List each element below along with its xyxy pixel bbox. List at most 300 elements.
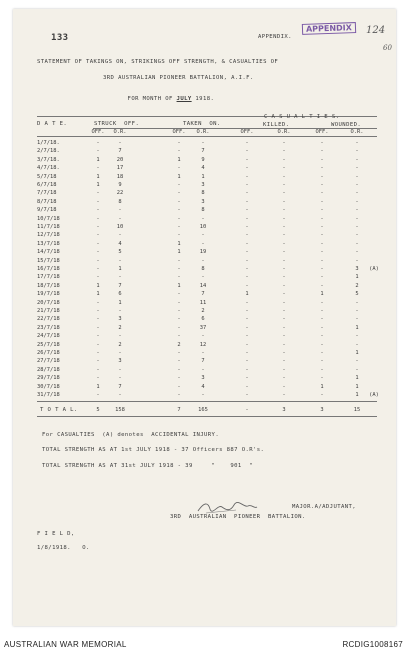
- row-cell: -: [96, 165, 100, 172]
- row-cell: -: [282, 383, 286, 390]
- row-cell: -: [245, 156, 249, 163]
- row-cell: -: [245, 266, 249, 272]
- row-cell: -: [282, 173, 286, 180]
- row-cell: -: [201, 240, 205, 247]
- row-cell: 12: [199, 341, 207, 348]
- subheader-cell: OFF.: [315, 129, 329, 135]
- row-cell: 6: [118, 291, 122, 298]
- row-cell: -: [118, 308, 122, 314]
- row-cell: -: [177, 140, 181, 146]
- row-cell: -: [282, 148, 286, 155]
- row-cell: 20: [116, 156, 124, 163]
- row-cell: -: [282, 190, 286, 197]
- row-cell: -: [177, 366, 181, 373]
- row-cell: -: [282, 198, 286, 205]
- row-cell: -: [245, 257, 249, 264]
- row-cell: -: [282, 274, 286, 281]
- row-cell: 5: [355, 291, 359, 298]
- subheader-cell: OFF.: [172, 129, 186, 135]
- row-cell: 4: [201, 165, 205, 172]
- row-cell: -: [245, 215, 249, 222]
- row-note: (A): [369, 266, 379, 272]
- row-cell: -: [355, 341, 359, 348]
- row-cell: 10: [199, 224, 207, 230]
- row-cell: -: [282, 350, 286, 356]
- header-killed: KILLED.: [263, 122, 290, 128]
- title-line-2: 3RD AUSTRALIAN PIONEER BATTALION, A.I.F.: [103, 75, 254, 81]
- row-cell: -: [177, 358, 181, 365]
- row-cell: 7: [118, 282, 122, 289]
- appendix-handwritten-number: 124: [366, 25, 386, 36]
- title-line-1: STATEMENT OF TAKINGS ON, STRIKINGS OFF STRENGTH, & CASUALTIES OF: [37, 59, 279, 65]
- row-cell: 6: [201, 316, 205, 323]
- row-cell: -: [355, 182, 359, 188]
- row-cell: 1: [355, 324, 359, 331]
- header-taken-on: TAKEN ON.: [183, 121, 221, 127]
- totals-top-rule: [37, 401, 377, 402]
- row-cell: -: [245, 173, 249, 180]
- row-cell: -: [282, 249, 286, 256]
- row-cell: -: [96, 392, 100, 398]
- row-cell: -: [282, 215, 286, 222]
- total-cell: 5: [96, 407, 100, 413]
- row-cell: -: [320, 333, 324, 340]
- row-cell: -: [282, 299, 286, 306]
- signature: [196, 500, 258, 514]
- row-cell: -: [96, 274, 100, 281]
- total-cell: -: [245, 407, 249, 413]
- row-cell: -: [96, 240, 100, 247]
- row-cell: -: [96, 232, 100, 239]
- row-cell: 1: [201, 173, 205, 180]
- header-mid-rule: [93, 128, 377, 129]
- row-cell: 14: [199, 282, 207, 289]
- header-casualties: C A S U A L T I E S.: [264, 114, 340, 120]
- row-cell: -: [320, 156, 324, 163]
- row-cell: -: [245, 366, 249, 373]
- row-cell: 1: [96, 156, 100, 163]
- row-cell: -: [177, 232, 181, 239]
- row-cell: -: [355, 173, 359, 180]
- row-cell: -: [177, 257, 181, 264]
- row-cell: 1: [177, 282, 181, 289]
- row-cell: -: [282, 324, 286, 331]
- row-cell: 1: [96, 291, 100, 298]
- row-cell: -: [320, 282, 324, 289]
- row-cell: -: [96, 358, 100, 365]
- row-cell: 1: [177, 249, 181, 256]
- row-cell: -: [245, 249, 249, 256]
- row-cell: -: [320, 375, 324, 382]
- total-cell: 3: [320, 407, 324, 413]
- title-for-month: FOR MONTH OF: [127, 96, 173, 102]
- row-cell: -: [355, 148, 359, 155]
- row-cell: 9: [201, 156, 205, 163]
- row-cell: -: [118, 215, 122, 222]
- row-cell: -: [118, 350, 122, 356]
- row-cell: -: [177, 215, 181, 222]
- row-cell: -: [320, 366, 324, 373]
- row-cell: 7: [201, 291, 205, 298]
- row-cell: -: [282, 358, 286, 365]
- row-cell: 2: [201, 308, 205, 314]
- row-date: 20/7/18: [37, 299, 60, 306]
- row-cell: -: [320, 299, 324, 306]
- row-cell: -: [245, 308, 249, 314]
- row-cell: -: [320, 358, 324, 365]
- row-date: 30/7/18: [37, 383, 60, 390]
- row-cell: -: [118, 375, 122, 382]
- footer-source: AUSTRALIAN WAR MEMORIAL: [4, 640, 127, 649]
- row-cell: 18: [116, 173, 124, 180]
- row-cell: 3: [201, 375, 205, 382]
- row-date: 17/7/18: [37, 274, 60, 281]
- row-cell: -: [282, 341, 286, 348]
- row-cell: 8: [118, 198, 122, 205]
- row-cell: -: [282, 308, 286, 314]
- row-cell: 2: [355, 282, 359, 289]
- row-date: 7/7/18: [37, 190, 57, 197]
- signer-title-1: MAJOR.A/ADJUTANT,: [292, 504, 357, 510]
- title-month: JULY: [176, 96, 192, 102]
- row-cell: -: [282, 257, 286, 264]
- row-cell: -: [177, 324, 181, 331]
- row-cell: -: [320, 324, 324, 331]
- row-cell: 1: [355, 383, 359, 390]
- row-cell: 8: [201, 190, 205, 197]
- row-cell: 19: [199, 249, 207, 256]
- row-cell: -: [245, 240, 249, 247]
- row-date: 9/7/18: [37, 207, 57, 214]
- row-cell: 2: [177, 341, 181, 348]
- row-cell: -: [118, 392, 122, 398]
- row-cell: -: [355, 333, 359, 340]
- row-cell: -: [201, 392, 205, 398]
- row-cell: -: [118, 140, 122, 146]
- row-cell: -: [96, 366, 100, 373]
- row-date: 31/7/18: [37, 392, 60, 398]
- row-cell: -: [282, 207, 286, 214]
- row-cell: -: [177, 198, 181, 205]
- title-line-3: [120, 90, 214, 102]
- row-cell: -: [282, 182, 286, 188]
- row-cell: -: [245, 350, 249, 356]
- strength-start: TOTAL STRENGTH AS AT 1st JULY 1918 - 37 Officers 887 O.R's.: [42, 447, 265, 453]
- signer-title-2: 3RD AUSTRALIAN PIONEER BATTALION.: [170, 514, 306, 520]
- row-cell: -: [118, 274, 122, 281]
- row-cell: -: [320, 266, 324, 272]
- row-cell: 1: [355, 350, 359, 356]
- row-cell: 4: [201, 383, 205, 390]
- row-cell: 1: [320, 291, 324, 298]
- row-cell: -: [245, 232, 249, 239]
- footer-reference: RCDIG1008167: [342, 640, 403, 649]
- row-cell: 1: [177, 240, 181, 247]
- row-cell: -: [201, 257, 205, 264]
- row-cell: -: [177, 333, 181, 340]
- row-cell: 1: [96, 383, 100, 390]
- row-date: 11/7/18: [37, 224, 60, 230]
- row-cell: -: [320, 173, 324, 180]
- row-cell: -: [355, 207, 359, 214]
- appendix-typed: APPENDIX.: [258, 34, 296, 40]
- row-cell: -: [201, 215, 205, 222]
- row-cell: -: [355, 224, 359, 230]
- row-cell: -: [177, 308, 181, 314]
- row-date: 10/7/18: [37, 215, 60, 222]
- row-cell: -: [96, 249, 100, 256]
- row-cell: -: [282, 316, 286, 323]
- row-cell: -: [320, 232, 324, 239]
- row-cell: 11: [199, 299, 207, 306]
- row-cell: -: [118, 366, 122, 373]
- row-cell: -: [118, 207, 122, 214]
- row-cell: -: [282, 232, 286, 239]
- row-cell: -: [282, 224, 286, 230]
- row-cell: 3: [201, 182, 205, 188]
- row-cell: -: [355, 165, 359, 172]
- row-cell: 7: [201, 148, 205, 155]
- header-date: D A T E.: [37, 121, 68, 127]
- row-cell: -: [320, 224, 324, 230]
- row-date: 3/7/18.: [37, 156, 60, 163]
- row-cell: -: [177, 350, 181, 356]
- row-cell: 37: [199, 324, 207, 331]
- subheader-cell: O.R.: [196, 129, 210, 135]
- row-cell: -: [118, 257, 122, 264]
- row-cell: -: [320, 274, 324, 281]
- row-cell: -: [96, 198, 100, 205]
- row-cell: -: [355, 358, 359, 365]
- row-date: 13/7/18: [37, 240, 60, 247]
- row-cell: 2: [118, 324, 122, 331]
- row-cell: -: [245, 299, 249, 306]
- row-date: 25/7/18: [37, 341, 60, 348]
- row-cell: -: [245, 207, 249, 214]
- row-cell: -: [245, 148, 249, 155]
- row-cell: -: [320, 316, 324, 323]
- row-cell: 1: [118, 266, 122, 272]
- row-cell: -: [96, 148, 100, 155]
- row-cell: -: [282, 165, 286, 172]
- row-cell: -: [96, 299, 100, 306]
- row-cell: 1: [118, 299, 122, 306]
- row-cell: -: [177, 299, 181, 306]
- row-cell: -: [282, 333, 286, 340]
- row-cell: -: [320, 198, 324, 205]
- row-cell: -: [320, 148, 324, 155]
- row-cell: -: [245, 333, 249, 340]
- row-cell: 5: [118, 249, 122, 256]
- row-cell: -: [177, 392, 181, 398]
- place-field: F I E L D,: [37, 531, 75, 537]
- header-struck-off: STRUCK OFF.: [94, 121, 140, 127]
- row-cell: -: [355, 308, 359, 314]
- row-cell: 10: [116, 224, 124, 230]
- row-cell: -: [201, 274, 205, 281]
- row-date: 24/7/18: [37, 333, 60, 340]
- totals-bottom-rule: [37, 416, 377, 417]
- row-cell: -: [355, 232, 359, 239]
- row-cell: -: [245, 316, 249, 323]
- row-cell: 17: [116, 165, 124, 172]
- row-cell: -: [355, 156, 359, 163]
- total-cell: 3: [282, 407, 286, 413]
- row-cell: -: [201, 333, 205, 340]
- total-cell: 15: [353, 407, 361, 413]
- row-cell: 1: [96, 182, 100, 188]
- total-label: T O T A L.: [40, 407, 78, 413]
- row-cell: -: [177, 148, 181, 155]
- header-bottom-rule: [37, 136, 377, 137]
- row-date: 28/7/18: [37, 366, 60, 373]
- row-cell: -: [245, 190, 249, 197]
- row-date: 27/7/18: [37, 358, 60, 365]
- row-cell: 1: [177, 156, 181, 163]
- row-cell: -: [245, 224, 249, 230]
- row-cell: -: [355, 299, 359, 306]
- appendix-stamp: APPENDIX: [302, 22, 356, 35]
- row-cell: -: [245, 198, 249, 205]
- row-cell: -: [245, 375, 249, 382]
- row-cell: -: [96, 190, 100, 197]
- row-cell: -: [355, 140, 359, 146]
- row-cell: -: [245, 341, 249, 348]
- row-cell: -: [282, 140, 286, 146]
- row-cell: 3: [118, 316, 122, 323]
- row-cell: -: [201, 140, 205, 146]
- row-cell: -: [320, 249, 324, 256]
- row-date: 15/7/18: [37, 257, 60, 264]
- row-cell: -: [177, 291, 181, 298]
- row-cell: -: [355, 366, 359, 373]
- row-cell: 3: [118, 358, 122, 365]
- row-cell: -: [245, 282, 249, 289]
- row-cell: -: [245, 324, 249, 331]
- row-cell: -: [282, 366, 286, 373]
- row-cell: -: [282, 156, 286, 163]
- row-cell: -: [282, 282, 286, 289]
- row-date: 12/7/18: [37, 232, 60, 239]
- row-cell: 1: [96, 282, 100, 289]
- row-cell: -: [320, 350, 324, 356]
- row-date: 1/7/18.: [37, 140, 60, 146]
- row-cell: -: [355, 240, 359, 247]
- header-wounded: WOUNDED.: [331, 122, 362, 128]
- row-cell: -: [245, 358, 249, 365]
- title-year: 1918.: [195, 96, 215, 102]
- row-cell: -: [96, 207, 100, 214]
- row-cell: 4: [118, 240, 122, 247]
- row-cell: -: [177, 165, 181, 172]
- row-cell: 7: [118, 148, 122, 155]
- row-cell: 1: [355, 274, 359, 281]
- row-date: 19/7/18: [37, 291, 60, 298]
- row-cell: 1: [355, 392, 359, 398]
- row-cell: -: [96, 316, 100, 323]
- row-cell: -: [355, 215, 359, 222]
- row-cell: -: [96, 350, 100, 356]
- row-date: 18/7/18: [37, 282, 60, 289]
- row-cell: -: [355, 198, 359, 205]
- subheader-cell: OFF.: [91, 129, 105, 135]
- row-date: 2/7/18.: [37, 148, 60, 155]
- row-cell: -: [96, 324, 100, 331]
- row-cell: -: [320, 140, 324, 146]
- row-cell: -: [320, 207, 324, 214]
- row-date: 8/7/18: [37, 198, 57, 205]
- row-cell: -: [245, 383, 249, 390]
- subheader-cell: O.R.: [113, 129, 127, 135]
- row-cell: -: [245, 165, 249, 172]
- row-cell: 22: [116, 190, 124, 197]
- row-cell: 1: [177, 173, 181, 180]
- row-cell: -: [96, 257, 100, 264]
- row-cell: 2: [118, 341, 122, 348]
- row-cell: -: [96, 266, 100, 272]
- row-cell: -: [245, 140, 249, 146]
- row-cell: -: [245, 274, 249, 281]
- row-cell: -: [282, 375, 286, 382]
- row-cell: -: [282, 240, 286, 247]
- row-cell: -: [245, 392, 249, 398]
- row-cell: -: [96, 341, 100, 348]
- row-cell: -: [118, 232, 122, 239]
- row-cell: -: [320, 190, 324, 197]
- row-cell: -: [177, 375, 181, 382]
- row-cell: -: [96, 224, 100, 230]
- row-cell: -: [177, 190, 181, 197]
- row-cell: -: [96, 215, 100, 222]
- row-date: 6/7/18: [37, 182, 57, 188]
- row-date: 29/7/18: [37, 375, 60, 382]
- margin-handwritten-number: 60: [383, 44, 392, 52]
- row-cell: -: [355, 316, 359, 323]
- row-cell: 3: [201, 198, 205, 205]
- row-date: 5/7/18: [37, 173, 57, 180]
- row-cell: -: [282, 266, 286, 272]
- row-cell: -: [177, 274, 181, 281]
- row-cell: -: [201, 350, 205, 356]
- row-cell: -: [177, 266, 181, 272]
- row-cell: 1: [320, 383, 324, 390]
- page-number: 133: [51, 33, 69, 43]
- field-date: 1/8/1918. O.: [37, 545, 90, 551]
- subheader-cell: O.R.: [350, 129, 364, 135]
- row-date: 22/7/18: [37, 316, 60, 323]
- row-cell: -: [177, 383, 181, 390]
- row-cell: 9: [118, 182, 122, 188]
- total-cell: 165: [198, 407, 208, 413]
- row-cell: -: [96, 140, 100, 146]
- row-cell: -: [355, 249, 359, 256]
- row-cell: -: [245, 182, 249, 188]
- row-cell: -: [96, 333, 100, 340]
- row-cell: -: [320, 257, 324, 264]
- row-cell: -: [177, 316, 181, 323]
- row-cell: -: [320, 341, 324, 348]
- row-cell: 1: [96, 173, 100, 180]
- row-cell: -: [320, 215, 324, 222]
- row-cell: 8: [201, 266, 205, 272]
- row-cell: -: [320, 182, 324, 188]
- row-cell: -: [355, 190, 359, 197]
- row-cell: 7: [118, 383, 122, 390]
- row-date: 14/7/18: [37, 249, 60, 256]
- row-cell: -: [282, 291, 286, 298]
- casualty-note: For CASUALTIES (A) denotes ACCIDENTAL INJURY.: [42, 432, 220, 438]
- row-cell: -: [177, 224, 181, 230]
